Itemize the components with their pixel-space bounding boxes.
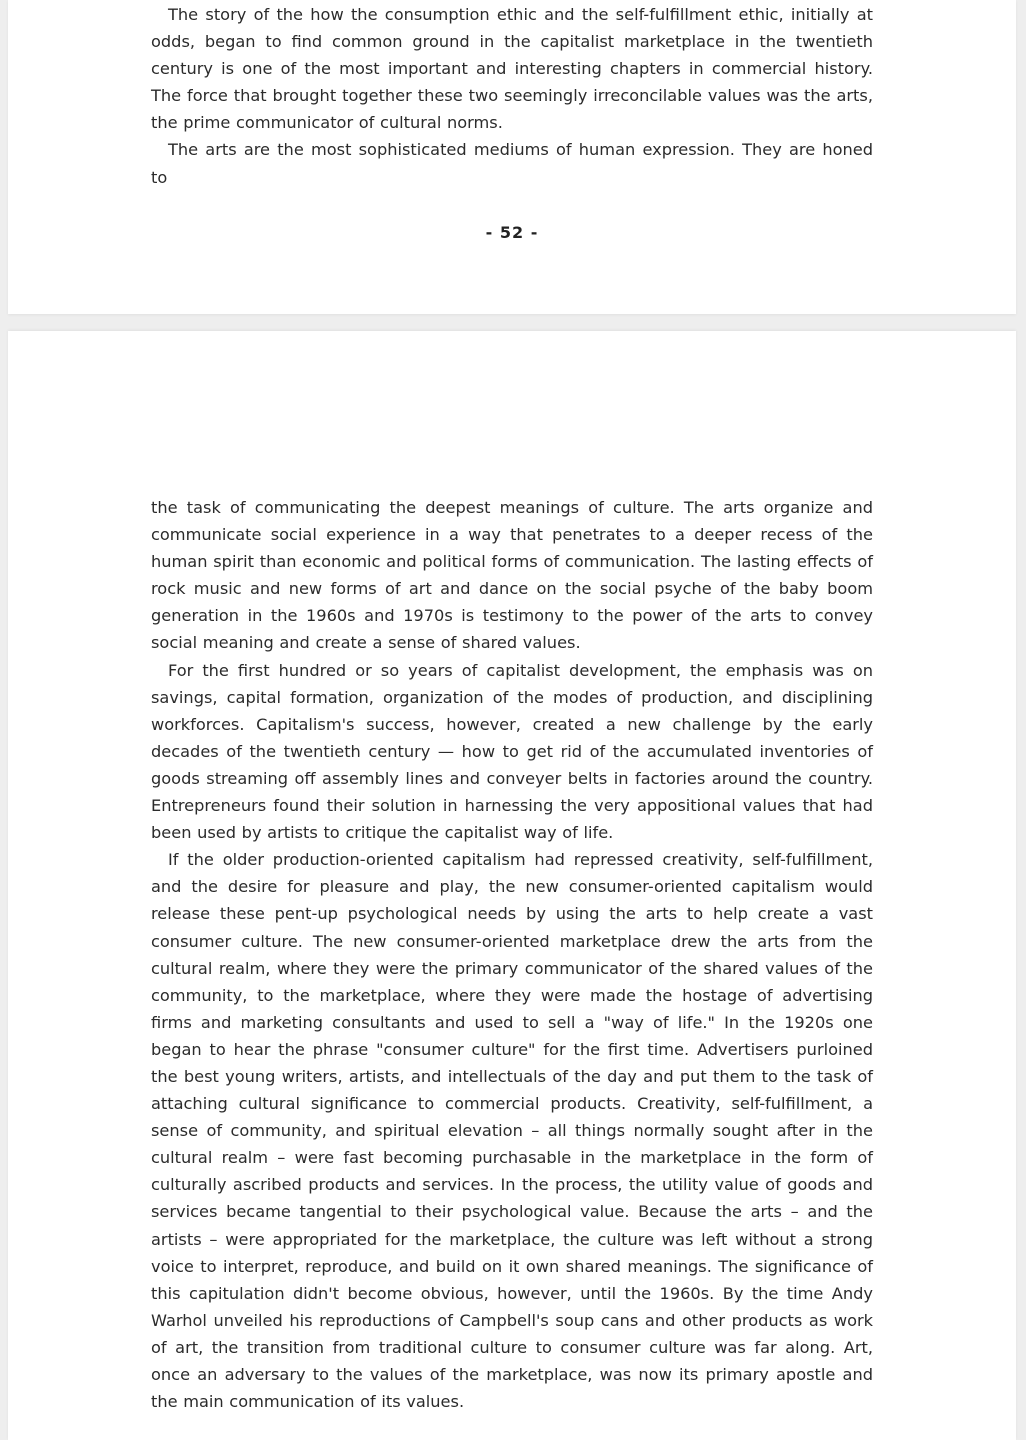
document-page-top	[8, 0, 1016, 314]
paragraph: The story of the how the consumption ethic and the self-fulfillment ethic, initially at odds, began to find common ground in the capitalist marketplace in the twentieth century is one of the most important and interesting chapters in commercial history. The force that brought together these two seemingly irreconcilable values was the arts, the prime communicator of cultural norms.	[151, 5, 873, 133]
body-text-bottom	[151, 494, 873, 1415]
paragraph: The arts are the most sophisticated mediums of human expression. They are honed to	[151, 140, 873, 187]
paragraph-continued: the task of communicating the deepest meanings of culture. The arts organize and communicate social experience in a way that penetrates to a deeper recess of the human spirit than economic and political forms of communication. The lasting effects of rock music and new forms of art and dance on the social psyche of the baby boom generation in the 1960s and 1970s is testimony to the power of the arts to convey social meaning and create a sense of shared values.	[151, 498, 873, 653]
paragraph: If the older production-oriented capitalism had repressed creativity, self-fulfillment, and the desire for pleasure and play, the new consumer-oriented capitalism would release these pent-up psychological needs by using the arts to help create a vast consumer culture. The new consumer-oriented marketplace drew the arts from the cultural realm, where they were the primary communicator of the shared values of the community, to the marketplace, where they were made the hostage of advertising firms and marketing consultants and used to sell a "way of life." In the 1920s one began to hear the phrase "consumer culture" for the first time. Advertisers purloined the best young writers, artists, and intellectuals of the day and put them to the task of attaching cultural significance to commercial products. Creativity, self-fulfillment, a sense of community, and spiritual elevation – all things normally sought after in the cultural realm – were fast becoming purchasable in the marketplace in the form of culturally ascribed products and services. In the process, the utility value of goods and services became tangential to their psychological value. Because the arts – and the artists – were appropriated for the marketplace, the culture was left without a strong voice to interpret, reproduce, and build on it own shared meanings. The significance of this capitulation didn't become obvious, however, until the 1960s. By the time Andy Warhol unveiled his reproductions of Campbell's soup cans and other products as work of art, the transition from traditional culture to consumer culture was far along. Art, once an adversary to the values of the marketplace, was now its primary apostle and the main communication of its values.	[151, 850, 873, 1412]
document-page-bottom	[8, 331, 1016, 1440]
page-number: - 52 -	[485, 223, 539, 242]
body-text-top	[151, 1, 873, 191]
paragraph: For the first hundred or so years of capitalist development, the emphasis was on savings, capital formation, organization of the modes of production, and disciplining workforces. Capitalism's success, however, created a new challenge by the early decades of the twentieth century — how to get rid of the accumulated inventories of goods streaming off assembly lines and conveyer belts in factories around the country. Entrepreneurs found their solution in harnessing the very appositional values that had been used by artists to critique the capitalist way of life.	[151, 660, 873, 843]
